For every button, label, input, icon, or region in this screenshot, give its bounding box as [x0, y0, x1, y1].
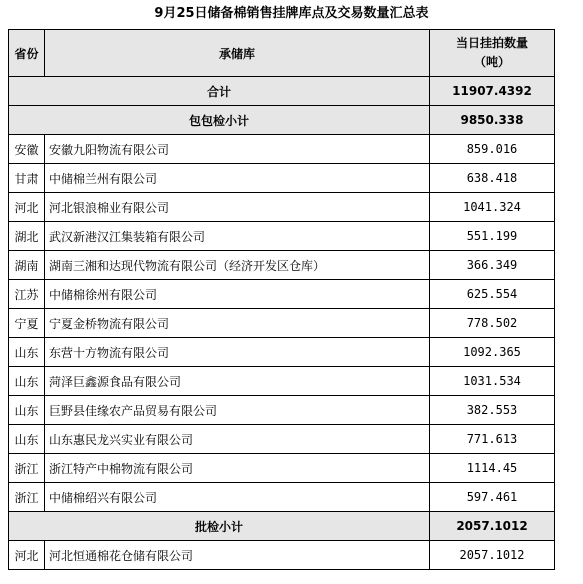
total-row	[9, 77, 555, 106]
warehouse-cell: 河北恒通棉花仓储有限公司	[45, 541, 430, 570]
warehouse-cell: 浙江特产中棉物流有限公司	[45, 454, 430, 483]
package-subtotal-row	[9, 106, 555, 135]
quantity-cell: 382.553	[430, 396, 555, 425]
warehouse-cell: 巨野县佳缘农产品贸易有限公司	[45, 396, 430, 425]
warehouse-cell: 东营十方物流有限公司	[45, 338, 430, 367]
header-quantity-line1: 当日挂拍数量	[455, 36, 528, 50]
header-quantity-line2: （吨）	[473, 55, 510, 69]
warehouse-cell: 安徽九阳物流有限公司	[45, 135, 430, 164]
cotton-summary-table	[8, 29, 555, 570]
package-warehouse-row	[9, 222, 555, 251]
batch-subtotal-value: 2057.1012	[430, 512, 555, 541]
warehouse-cell: 宁夏金桥物流有限公司	[45, 309, 430, 338]
province-cell: 山东	[9, 396, 45, 425]
batch-subtotal-row	[9, 512, 555, 541]
package-warehouse-row	[9, 338, 555, 367]
quantity-cell: 597.461	[430, 483, 555, 512]
package-warehouse-row	[9, 251, 555, 280]
province-cell: 河北	[9, 193, 45, 222]
province-cell: 浙江	[9, 454, 45, 483]
warehouse-cell: 武汉新港汉江集装箱有限公司	[45, 222, 430, 251]
quantity-cell: 625.554	[430, 280, 555, 309]
warehouse-cell: 中储棉徐州有限公司	[45, 280, 430, 309]
province-cell: 宁夏	[9, 309, 45, 338]
warehouse-cell: 河北银浪棉业有限公司	[45, 193, 430, 222]
package-warehouse-row	[9, 164, 555, 193]
package-subtotal-value: 9850.338	[430, 106, 555, 135]
table-body	[9, 30, 555, 570]
quantity-cell: 778.502	[430, 309, 555, 338]
quantity-cell: 1114.45	[430, 454, 555, 483]
package-warehouse-row	[9, 396, 555, 425]
province-cell: 江苏	[9, 280, 45, 309]
header-quantity	[430, 30, 555, 77]
quantity-cell: 551.199	[430, 222, 555, 251]
province-cell: 河北	[9, 541, 45, 570]
warehouse-cell: 中储棉绍兴有限公司	[45, 483, 430, 512]
total-value: 11907.4392	[430, 77, 555, 106]
total-label: 合计	[9, 77, 430, 106]
header-province: 省份	[9, 30, 45, 77]
package-warehouse-row	[9, 193, 555, 222]
package-warehouse-row	[9, 367, 555, 396]
quantity-cell: 366.349	[430, 251, 555, 280]
province-cell: 山东	[9, 338, 45, 367]
header-warehouse: 承储库	[45, 30, 430, 77]
quantity-cell: 1031.534	[430, 367, 555, 396]
page-title: 9月25日储备棉销售挂牌库点及交易数量汇总表	[154, 6, 429, 21]
quantity-cell: 1092.365	[430, 338, 555, 367]
batch-subtotal-label: 批检小计	[9, 512, 430, 541]
package-warehouse-row	[9, 454, 555, 483]
province-cell: 甘肃	[9, 164, 45, 193]
province-cell: 湖南	[9, 251, 45, 280]
quantity-cell: 859.016	[430, 135, 555, 164]
province-cell: 山东	[9, 367, 45, 396]
batch-warehouse-row	[9, 541, 555, 570]
warehouse-cell: 菏泽巨鑫源食品有限公司	[45, 367, 430, 396]
quantity-cell: 771.613	[430, 425, 555, 454]
package-warehouse-row	[9, 425, 555, 454]
quantity-cell: 2057.1012	[430, 541, 555, 570]
package-subtotal-label: 包包检小计	[9, 106, 430, 135]
package-warehouse-row	[9, 135, 555, 164]
province-cell: 浙江	[9, 483, 45, 512]
warehouse-cell: 山东惠民龙兴实业有限公司	[45, 425, 430, 454]
warehouse-cell: 中储棉兰州有限公司	[45, 164, 430, 193]
province-cell: 山东	[9, 425, 45, 454]
package-warehouse-row	[9, 483, 555, 512]
quantity-cell: 1041.324	[430, 193, 555, 222]
package-warehouse-row	[9, 309, 555, 338]
province-cell: 安徽	[9, 135, 45, 164]
package-warehouse-row	[9, 280, 555, 309]
warehouse-cell: 湖南三湘和达现代物流有限公司（经济开发区仓库）	[45, 251, 430, 280]
province-cell: 湖北	[9, 222, 45, 251]
quantity-cell: 638.418	[430, 164, 555, 193]
header-row	[9, 30, 555, 77]
